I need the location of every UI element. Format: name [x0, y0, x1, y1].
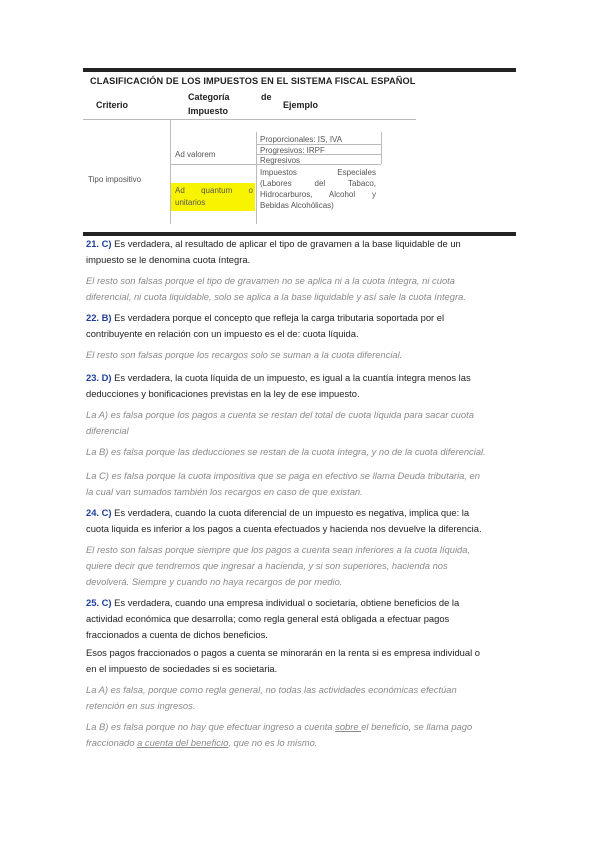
q23-option-a	[86, 407, 506, 439]
q23-a-line2: diferencial	[86, 425, 129, 436]
q25-b-line1-pre: La B) es falsa porque no hay que efectuar ingreso a cuenta	[86, 721, 336, 732]
q25-b-underline-sobre: sobre	[335, 721, 362, 732]
example-especiales-line1: Impuestos Especiales	[260, 168, 376, 177]
q22-text-line1: Es verdadera porque el concepto que refleja la carga tributaria soportada por el	[114, 312, 445, 323]
q23-option-b	[86, 444, 506, 460]
header-ejemplo: Ejemplo	[283, 100, 319, 110]
q25-number: 25.	[86, 597, 100, 608]
header-de: de	[261, 92, 272, 102]
q24-expl-line2: quiere decir que tendremos que ingresar a hacienda, y si son superiores, hacienda nos	[86, 560, 448, 571]
q22-answer: B)	[101, 312, 112, 323]
header-categoria: Categoría	[188, 92, 230, 102]
q23-c-line1: La C) es falsa porque la cuota impositiva que se paga en efectivo se llama Deuda tributaria, en	[86, 470, 480, 481]
q24-expl-line3: devolverá. Siempre y cuando no haya recargos de por medio.	[86, 576, 343, 587]
q22-number: 22.	[86, 312, 100, 323]
example-especiales-line2: (Labores del Tabaco,	[260, 179, 376, 188]
example-proporcionales: Proporcionales: IS, IVA	[260, 135, 343, 144]
q25-extra-line1: Esos pagos fraccionados o pagos a cuenta se minorarán en la renta si es empresa individual o	[86, 647, 480, 658]
example-progresivos: Progresivos: IRPF	[260, 146, 325, 155]
criterio-tipo-impositivo: Tipo impositivo	[88, 175, 142, 184]
q21-expl-line2: diferencial, ni cuota liquidable, solo se aplica a la base liquidable y así sale la cuota íntegra.	[86, 291, 466, 302]
q23-b: La B) es falsa porque las deducciones se restan de la cuota íntegra, y no de la cuota diferencial.	[86, 446, 486, 457]
q25-answer: C)	[101, 597, 112, 608]
q21-expl-line1: El resto son falsas porque el tipo de gravamen no se aplica ni a la cuota íntegra, ni cuota	[86, 275, 455, 286]
q24-number: 24.	[86, 507, 100, 518]
q22-explanation	[86, 347, 506, 363]
q21-number: 21.	[86, 238, 100, 249]
q25-text-line3: fraccionados a cuenta de dichos beneficios.	[86, 629, 268, 640]
q25-extra	[86, 645, 506, 677]
q21-answer: C)	[101, 238, 112, 249]
q25-option-a	[86, 682, 506, 714]
q25-a-line1: La A) es falsa, porque como regla general, no todas las actividades económicas efectúan	[86, 684, 457, 695]
q23-answer: D)	[101, 372, 112, 383]
question-25	[86, 595, 506, 643]
question-23	[86, 370, 506, 402]
cat-ad-valorem: Ad valorem	[175, 150, 216, 159]
header-criterio: Criterio	[96, 100, 129, 110]
header-divider	[83, 119, 416, 120]
q25-b-line2-pre: fraccionado	[86, 737, 138, 748]
q21-text-line1: Es verdadera, al resultado de aplicar el tipo de gravamen a la base liquidable de un	[114, 238, 461, 249]
col-divider	[381, 132, 382, 164]
q25-b-line1-post: el beneficio, se llama pago	[361, 721, 473, 732]
cat-ad-quantum-line2: unitarios	[175, 198, 206, 207]
q24-text-line1: Es verdadera, cuando la cuota diferencial de un impuesto es negativa, implica que: la	[114, 507, 470, 518]
q21-text-line2: impuesto se le denomina cuota íntegra.	[86, 254, 251, 265]
question-21	[86, 236, 506, 268]
q24-text-line2: cuota liquida es inferior a los pagos a cuenta efectuados y hacienda nos devuelve la diferencia.	[86, 523, 482, 534]
q23-a-line1: La A) es falsa porque los pagos a cuenta se restan del total de cuota líquida para sacar cuota	[86, 409, 474, 420]
q25-text-line2: actividad económica que desarrolla; como regla general está obligada a efectuar pagos	[86, 613, 450, 624]
cat-ad-quantum-line1: Ad quantum o	[175, 186, 253, 195]
tax-classification-table	[83, 68, 516, 236]
q23-option-c	[86, 468, 506, 500]
header-impuesto: Impuesto	[188, 106, 229, 116]
q25-option-b	[86, 719, 506, 751]
q23-text-line2: deducciones y bonificaciones previstas en la ley de ese impuesto.	[86, 388, 360, 399]
q22-text-line2: contribuyente en relación con un impuesto es el de: cuota líquida.	[86, 328, 359, 339]
q21-explanation	[86, 273, 506, 305]
q25-b-line2-post: , que no es lo mismo.	[228, 737, 318, 748]
example-especiales-line3: Hidrocarburos, Alcohol y	[260, 190, 376, 199]
col-divider	[256, 132, 257, 224]
q25-b-underline-cuenta: a cuenta del beneficio	[137, 737, 229, 748]
q23-text-line1: Es verdadera, la cuota líquida de un impuesto, es igual a la cuantía íntegra menos las	[114, 372, 471, 383]
q25-extra-line2: en el impuesto de sociedades si es societaria.	[86, 663, 278, 674]
question-24	[86, 505, 506, 537]
q25-text-line1: Es verdadera, cuando una empresa individual o societaria, obtiene beneficios de la	[114, 597, 460, 608]
q24-answer: C)	[101, 507, 112, 518]
q24-expl-line1: El resto son falsas porque siempre que los pagos a cuenta sean inferiores a la cuota líquida,	[86, 544, 471, 555]
table-title: CLASIFICACIÓN DE LOS IMPUESTOS EN EL SISTEMA FISCAL ESPAÑOL	[90, 76, 416, 86]
q22-expl: El resto son falsas porque los recargos solo se suman a la cuota diferencial.	[86, 349, 403, 360]
q24-explanation	[86, 542, 506, 590]
example-especiales-line4: Bebidas Alcohólicas)	[260, 201, 334, 210]
row-divider	[170, 164, 256, 165]
question-22	[86, 310, 506, 342]
q25-a-line2: retención en sus ingresos.	[86, 700, 196, 711]
q23-c-line2: la cual van sumados también los recargos en caso de que existan.	[86, 486, 363, 497]
example-regresivos: Regresivos	[260, 156, 301, 165]
q23-number: 23.	[86, 372, 100, 383]
row-divider	[256, 144, 381, 145]
